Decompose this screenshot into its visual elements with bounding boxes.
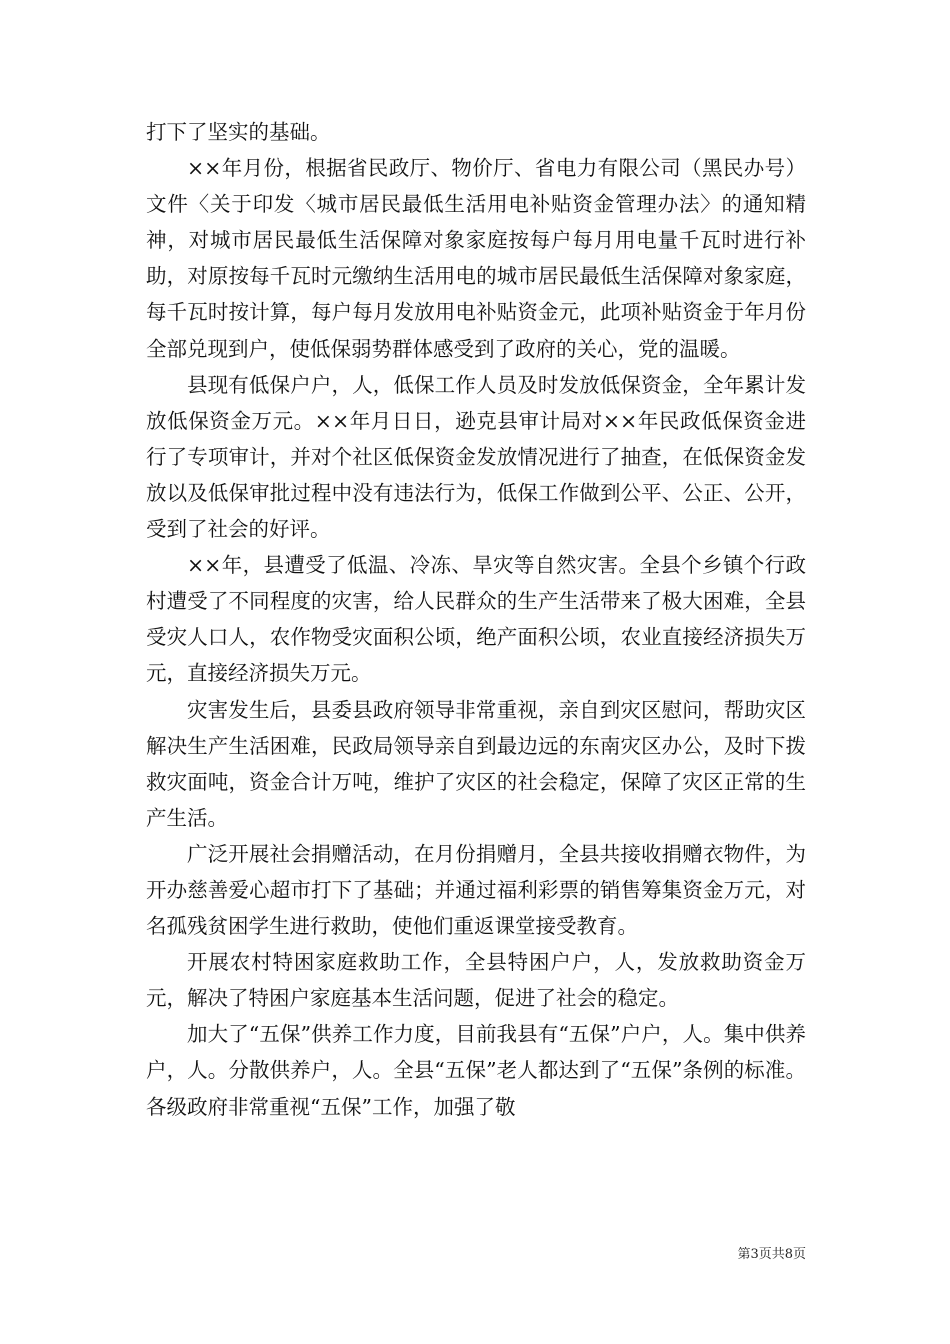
paragraph-3: 县现有低保户户，人，低保工作人员及时发放低保资金，全年累计发放低保资金万元。××年月日日，逊克县审计局对××年民政低保资金进行了专项审计，并对个社区低保资金发放情况进行了抽查，在低保资金发放以及低保审批过程中没有违法行为，低保工作做到公平、公正、公开，受到了社会的好评。 (146, 372, 806, 542)
paragraph-8: 加大了“五保”供养工作力度，目前我县有“五保”户户，人。集中供养户，人。分散供养户，人。全县“五保”老人都达到了“五保”条例的标准。各级政府非常重视“五保”工作，加强了敬 (146, 1022, 806, 1119)
page-number-footer: 第3页共8页 (737, 1247, 806, 1262)
paragraph-7: 开展农村特困家庭救助工作，全县特困户户，人，发放救助资金万元，解决了特困户家庭基本生活问题，促进了社会的稳定。 (146, 950, 806, 1011)
document-body (146, 114, 806, 1125)
paragraph-6: 广泛开展社会捐赠活动，在月份捐赠月，全县共接收捐赠衣物件，为开办慈善爱心超市打下了基础；并通过福利彩票的销售筹集资金万元，对名孤残贫困学生进行救助，使他们重返课堂接受教育。 (146, 841, 806, 939)
paragraph-5: 灾害发生后，县委县政府领导非常重视，亲自到灾区慰问，帮助灾区解决生产生活困难，民政局领导亲自到最边远的东南灾区办公，及时下拨救灾面吨，资金合计万吨，维护了灾区的社会稳定，保障了灾区正常的生产生活。 (146, 697, 806, 830)
paragraph-1: 打下了坚实的基础。 (146, 120, 331, 144)
paragraph-2: ××年月份，根据省民政厅、物价厅、省电力有限公司（黑民办号）文件〈关于印发〈城市居民最低生活用电补贴资金管理办法〉的通知精神，对城市居民最低生活保障对象家庭按每户每月用电量千瓦时进行补助，对原按每千瓦时元缴纳生活用电的城市居民最低生活保障对象家庭，每千瓦时按计算，每户每月发放用电补贴资金元，此项补贴资金于年月份全部兑现到户，使低保弱势群体感受到了政府的关心，党的温暖。 (146, 156, 806, 361)
paragraph-4: ××年，县遭受了低温、冷冻、旱灾等自然灾害。全县个乡镇个行政村遭受了不同程度的灾害，给人民群众的生产生活带来了极大困难，全县受灾人口人，农作物受灾面积公顷，绝产面积公顷，农业直接经济损失万元，直接经济损失万元。 (146, 553, 806, 686)
